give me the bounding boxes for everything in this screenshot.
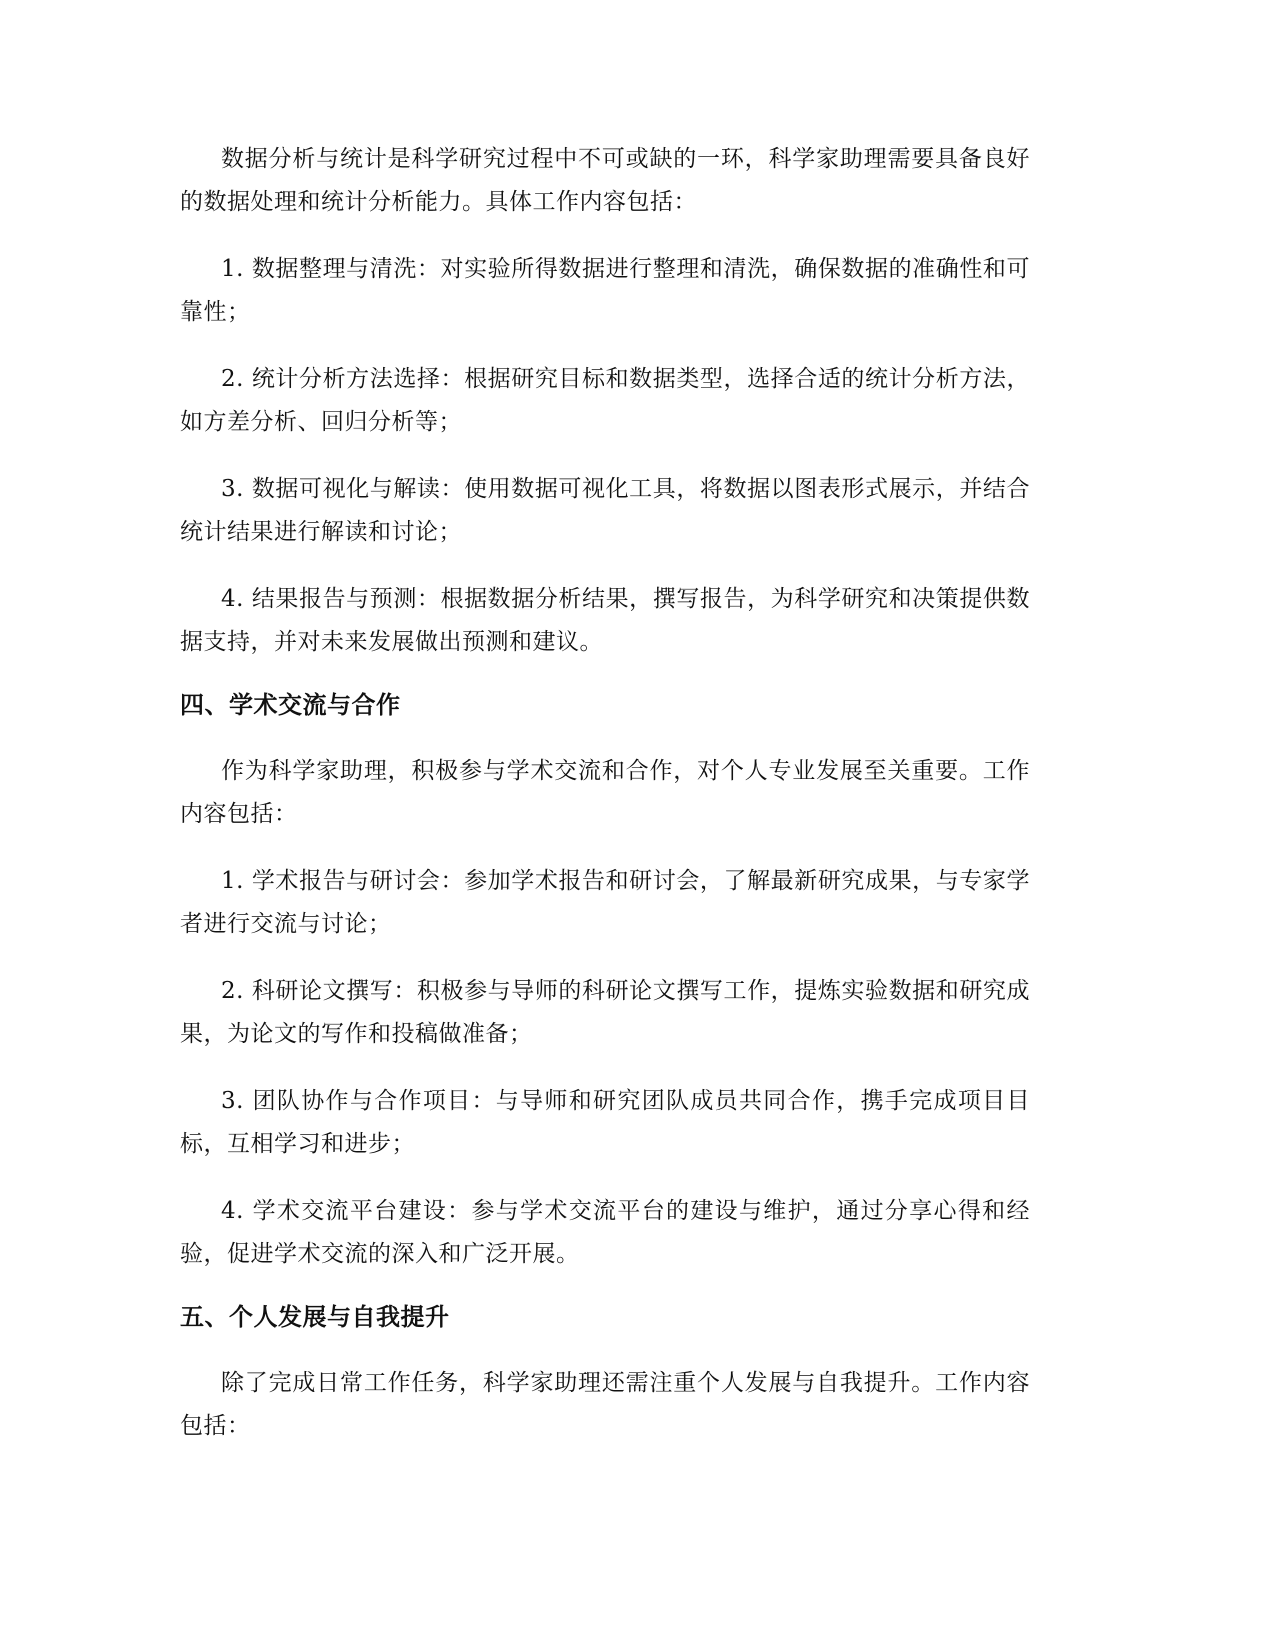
section4-item-4: 4. 学术交流平台建设：参与学术交流平台的建设与维护，通过分享心得和经验，促进学术交流的深入和广泛开展。 xyxy=(180,1198,1030,1267)
section3-item-1: 1. 数据整理与清洗：对实验所得数据进行整理和清洗，确保数据的准确性和可靠性； xyxy=(180,256,1030,325)
section3-item-2: 2. 统计分析方法选择：根据研究目标和数据类型，选择合适的统计分析方法，如方差分析、回归分析等； xyxy=(180,366,1030,435)
section3-item-3: 3. 数据可视化与解读：使用数据可视化工具，将数据以图表形式展示，并结合统计结果进行解读和讨论； xyxy=(180,476,1030,545)
section4-item-1: 1. 学术报告与研讨会：参加学术报告和研讨会，了解最新研究成果，与专家学者进行交流与讨论； xyxy=(180,868,1030,937)
section4-heading: 四、学术交流与合作 xyxy=(180,691,401,719)
section3-item-4: 4. 结果报告与预测：根据数据分析结果，撰写报告，为科学研究和决策提供数据支持，并对未来发展做出预测和建议。 xyxy=(180,586,1030,655)
document-page xyxy=(180,138,1030,1472)
section4-item-3: 3. 团队协作与合作项目：与导师和研究团队成员共同合作，携手完成项目目标，互相学习和进步； xyxy=(180,1088,1030,1157)
section5-heading: 五、个人发展与自我提升 xyxy=(180,1303,450,1331)
section3-intro: 数据分析与统计是科学研究过程中不可或缺的一环，科学家助理需要具备良好的数据处理和统计分析能力。具体工作内容包括： xyxy=(180,146,1030,215)
section4-item-2: 2. 科研论文撰写：积极参与导师的科研论文撰写工作，提炼实验数据和研究成果，为论文的写作和投稿做准备； xyxy=(180,978,1030,1047)
section4-intro: 作为科学家助理，积极参与学术交流和合作，对个人专业发展至关重要。工作内容包括： xyxy=(180,758,1030,827)
section5-intro: 除了完成日常工作任务，科学家助理还需注重个人发展与自我提升。工作内容包括： xyxy=(180,1370,1030,1439)
